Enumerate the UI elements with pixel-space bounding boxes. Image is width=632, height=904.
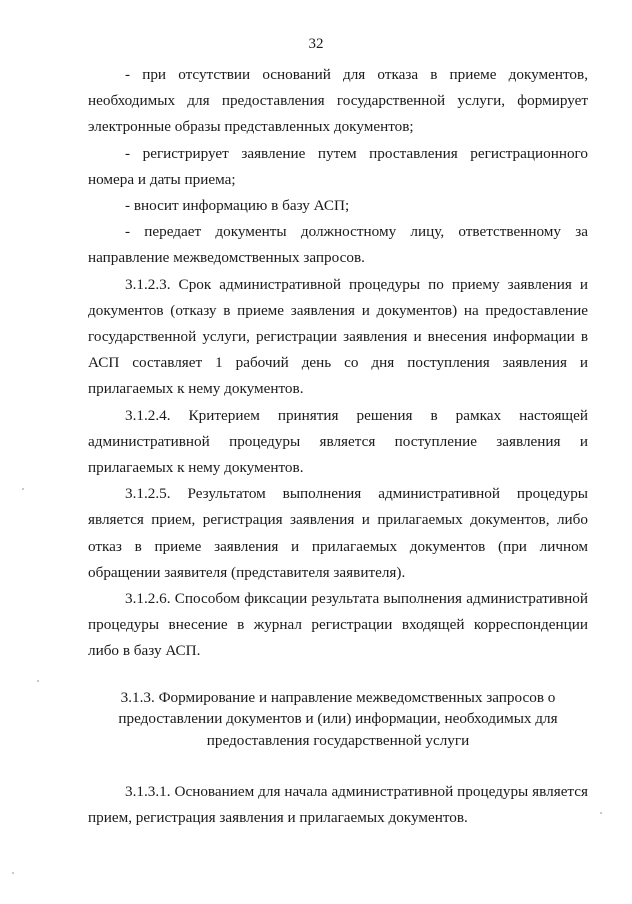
page-number: 32 [308, 36, 324, 52]
paragraph-3-1-2-5: 3.1.2.5. Результатом выполнения административной процедуры является прием, регистрация заявления и прилагаемых документов, либо отказ в приеме заявления и прилагаемых документов (при личном обращении заявителя (представителя заявителя). [88, 485, 588, 581]
paragraph-1: - при отсутствии оснований для отказа в приеме документов, необходимых для предоставления государственной услуги, формирует электронные образы представленных документов; [88, 66, 588, 136]
paragraph-3-1-2-6: 3.1.2.6. Способом фиксации результата выполнения административной процедуры внесение в журнал регистрации входящей корреспонденции либо в базу АСП. [88, 590, 588, 660]
paragraph-2: - регистрирует заявление путем проставления регистрационного номера и даты приема; [88, 144, 588, 188]
scan-speck [600, 812, 602, 814]
scan-speck [37, 680, 39, 682]
scan-speck [22, 488, 24, 490]
paragraph-3-1-2-4: 3.1.2.4. Критерием принятия решения в рамках настоящей административной процедуры является поступление заявления и прилагаемых к нему документов. [88, 406, 588, 477]
section-heading-3-1-3: 3.1.3. Формирование и направление межведомственных запросов о предоставлении документов и (или) информации, необходимых для предоставления государственной услуги [118, 688, 558, 749]
scan-speck [12, 872, 14, 874]
paragraph-3-1-2-3: 3.1.2.3. Срок административной процедуры по приему заявления и документов (отказу в приеме заявления и документов) на предоставление государственной услуги, регистрации заявления и внесения информации в АСП составляет 1 рабочий день со дня поступления заявления и прилагаемых к нему документов. [88, 275, 588, 398]
document-body [88, 62, 588, 832]
paragraph-4: - передает документы должностному лицу, ответственному за направление межведомственных запросов. [88, 223, 588, 267]
paragraph-3-1-3-1: 3.1.3.1. Основанием для начала административной процедуры является прием, регистрация заявления и прилагаемых документов. [88, 783, 588, 827]
paragraph-3: - вносит информацию в базу АСП; [125, 197, 350, 215]
